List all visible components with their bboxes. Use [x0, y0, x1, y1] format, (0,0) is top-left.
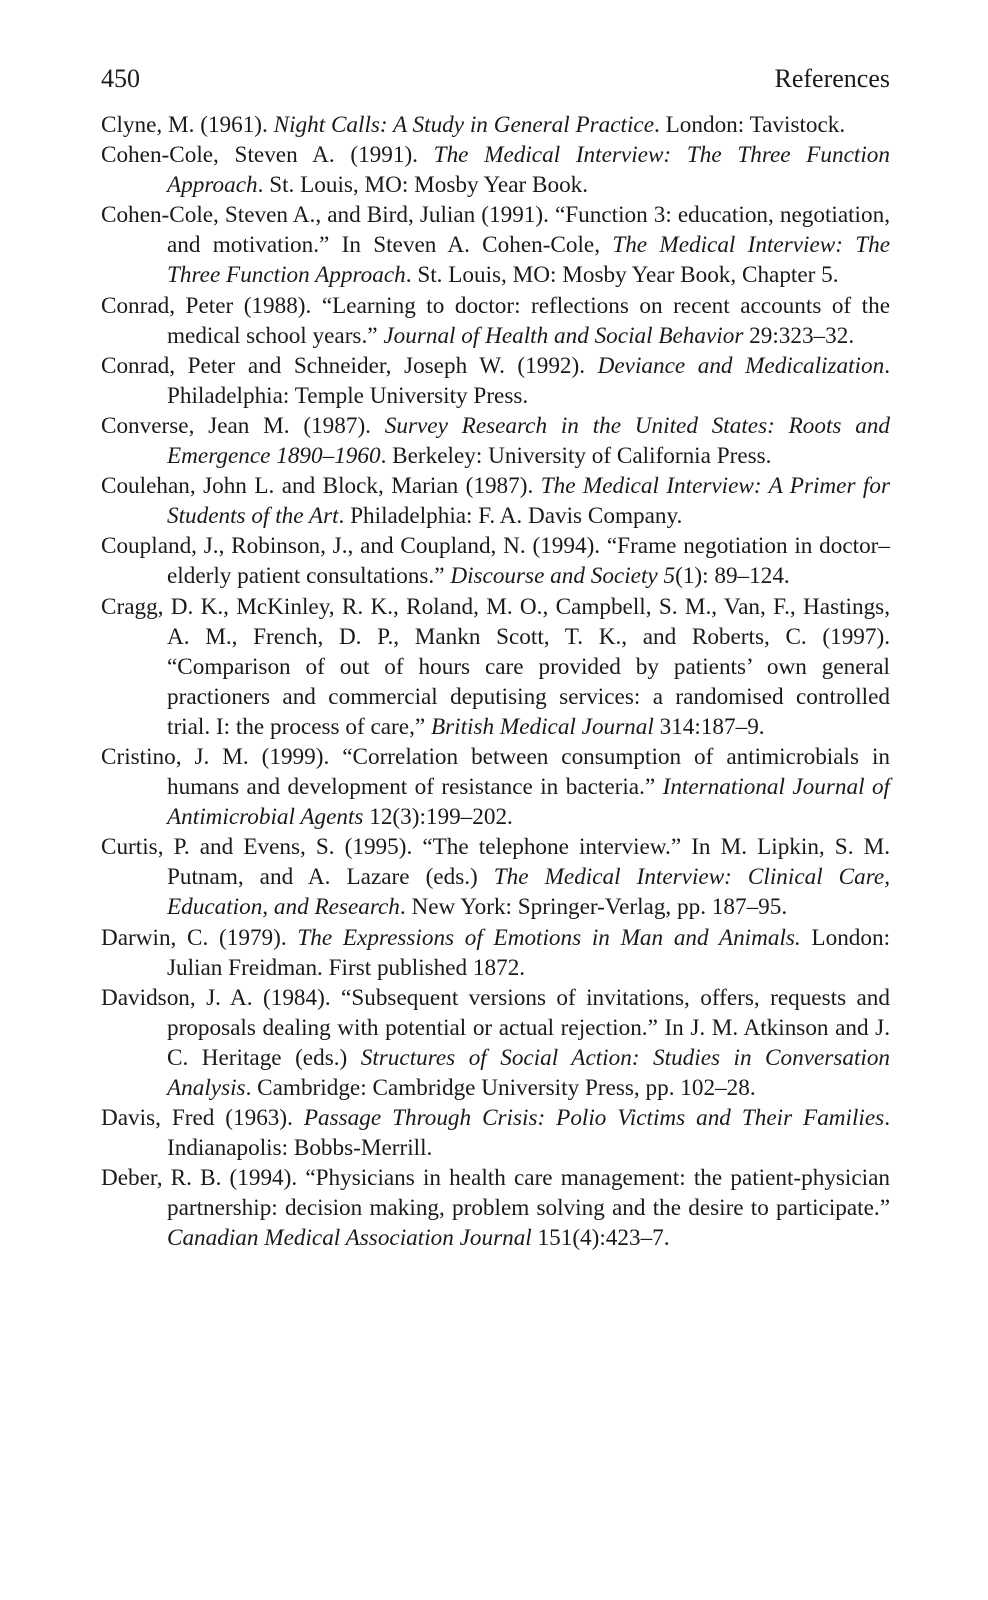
page-number: 450 — [101, 64, 140, 93]
reference-entry — [101, 200, 890, 290]
reference-text: Conrad, Peter (1988). “Learning to doctor: reflections on recent accounts of the medical school years.” — [101, 292, 890, 349]
reference-title: Structures of Social Action: Studies in Conversation Analysis — [167, 1044, 891, 1101]
reference-entry — [101, 291, 890, 351]
reference-title: Survey Research in the United States: Roots and Emergence 1890–1960 — [167, 412, 890, 470]
running-head — [101, 62, 890, 96]
reference-text: London: Julian Freidman. First published 1872. — [167, 924, 891, 981]
reference-text: Cragg, D. K., McKinley, R. K., Roland, M. O., Campbell, S. M., Van, F., Hastings, A. M., French, D. P., Mankn Scott, T. K., and Roberts, C. (1997). “Comparison of out of hours care provided by patients’ own general practioners and commercial deputising services: a randomised controlled trial. I: the process of care,” — [101, 593, 890, 740]
reference-text: . Philadelphia: F. A. Davis Company. — [338, 503, 683, 530]
reference-text: 314:187–9. — [653, 713, 765, 740]
reference-text: Cohen-Cole, Steven A. (1991). — [101, 142, 434, 169]
reference-title: Night Calls: A Study in General Practice — [273, 112, 655, 138]
reference-entry — [101, 351, 890, 411]
reference-entry — [101, 592, 890, 742]
reference-text: Darwin, C. (1979). — [101, 924, 298, 951]
reference-text: 12(3):199–202. — [363, 804, 513, 831]
reference-title: British Medical Journal — [430, 713, 654, 740]
reference-entry — [101, 1103, 890, 1163]
reference-text: . Indianapolis: Bobbs-Merrill. — [167, 1105, 890, 1162]
reference-title: The Medical Interview: A Primer for Students of the Art — [167, 473, 890, 530]
reference-title: The Medical Interview: The Three Function Approach — [167, 232, 890, 289]
reference-text: . Cambridge: Cambridge University Press, pp. 102–28. — [245, 1075, 756, 1101]
reference-text: Coupland, J., Robinson, J., and Coupland, N. (1994). “Frame negotiation in doctor–elderly patient consultations.” — [101, 533, 890, 590]
reference-text: Davis, Fred (1963). — [101, 1105, 304, 1132]
reference-text: (1): 89–124. — [675, 563, 790, 590]
reference-text: . New York: Springer-Verlag, pp. 187–95. — [399, 894, 788, 921]
reference-text: Deber, R. B. (1994). “Physicians in health care management: the patient-physician partnership: decision making, problem solving and the desire to participate.” — [101, 1165, 890, 1222]
reference-title: Discourse and Society — [450, 563, 658, 590]
reference-text: Converse, Jean M. (1987). — [101, 412, 385, 439]
reference-title: Deviance and Medicalization — [597, 352, 885, 379]
reference-text: Cohen-Cole, Steven A., and Bird, Julian (1991). “Function 3: education, negotiation, and motivation.” In Steven A. Cohen-Cole, — [101, 202, 890, 259]
reference-title: The Medical Interview: The Three Function Approach — [167, 142, 890, 199]
reference-text: . London: Tavistock. — [654, 112, 846, 138]
reference-entry — [101, 471, 890, 531]
reference-title: 5 — [663, 563, 676, 590]
reference-entry — [101, 110, 890, 140]
reference-title: International Journal of Antimicrobial Agents — [167, 774, 890, 831]
reference-entry — [101, 1163, 890, 1253]
reference-title: Canadian Medical Association Journal — [167, 1225, 532, 1252]
reference-title: Passage Through Crisis: Polio Victims and Their Families — [303, 1105, 885, 1132]
reference-entry — [101, 742, 890, 832]
reference-text: Curtis, P. and Evens, S. (1995). “The telephone interview.” In M. Lipkin, S. M. Putnam, and A. Lazare (eds.) — [101, 834, 890, 891]
reference-text: . Berkeley: University of California Press. — [380, 443, 772, 470]
reference-entry — [101, 983, 890, 1103]
reference-entry — [101, 140, 890, 200]
reference-text: 29:323–32. — [743, 322, 855, 349]
reference-list — [101, 110, 890, 1254]
reference-text: . Philadelphia: Temple University Press. — [167, 352, 890, 409]
reference-text: . St. Louis, MO: Mosby Year Book. — [257, 172, 589, 199]
reference-entry — [101, 411, 890, 471]
reference-entry — [101, 531, 890, 591]
reference-text: Davidson, J. A. (1984). “Subsequent versions of invitations, offers, requests and proposals dealing with potential or actual rejection.” In J. M. Atkinson and J. C. Heritage (eds.) — [101, 984, 890, 1071]
reference-text: Cristino, J. M. (1999). “Correlation between consumption of antimicrobials in humans and development of resistance in bacteria.” — [101, 743, 890, 801]
reference-title: Journal of Health and Social Behavior — [383, 322, 744, 349]
reference-entry — [101, 923, 890, 983]
reference-entry — [101, 832, 890, 922]
reference-title: The Medical Interview: Clinical Care, Education, and Research — [167, 864, 890, 921]
reference-text: Clyne, M. (1961). — [101, 112, 274, 138]
reference-text: Conrad, Peter and Schneider, Joseph W. (1992). — [101, 352, 598, 379]
reference-text: . St. Louis, MO: Mosby Year Book, Chapter 5. — [405, 262, 839, 289]
reference-text: Coulehan, John L. and Block, Marian (1987). — [101, 473, 541, 500]
book-page — [101, 62, 890, 1254]
reference-title: The Expressions of Emotions in Man and Animals. — [297, 924, 801, 951]
reference-text: 151(4):423–7. — [531, 1225, 670, 1252]
section-title: References — [774, 64, 890, 93]
